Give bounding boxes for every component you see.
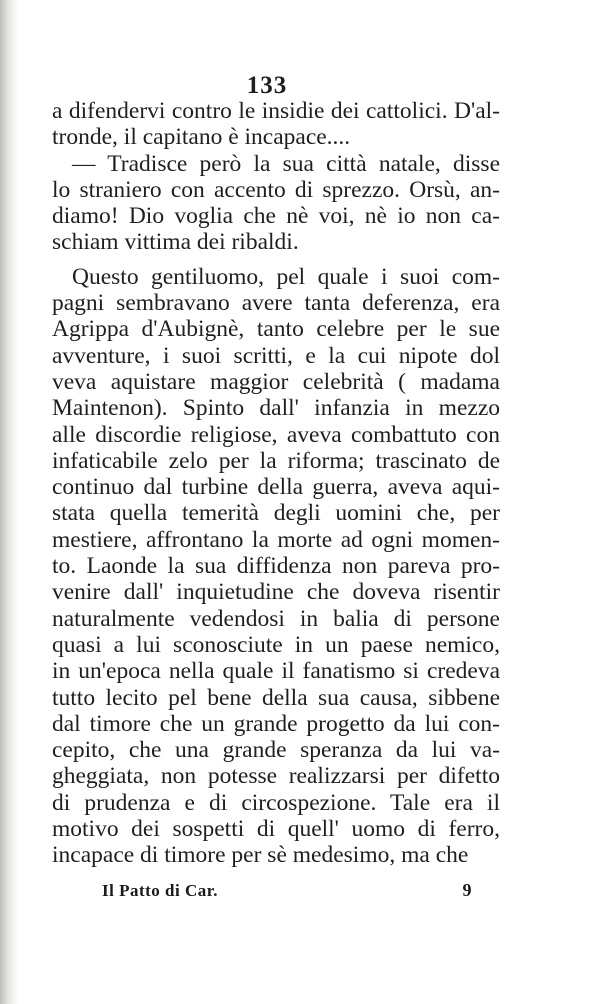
text-line: quasi a lui sconosciute in un paese nemico, [52,631,500,658]
text-line: venire dall' inquietudine che doveva risentir [52,579,500,606]
text-line: to. Laonde la sua diffidenza non pareva pro- [52,553,500,580]
text-line: incapace di timore per sè medesimo, ma che [52,842,469,869]
paragraph [52,264,500,869]
text-line: di prudenza e di circospezione. Tale era il [52,789,500,816]
body-text [52,98,500,869]
text-line: lo straniero con accento di sprezzo. Orsù, an- [52,176,500,203]
text-line: pagni sembravano avere tanta deferenza, era [52,290,500,317]
paragraph [52,98,500,151]
text-line: dal timore che un grande progetto da lui con- [52,710,500,737]
text-line: Maintenon). Spinto dall' infanzia in mezzo [52,395,500,422]
text-line: avventure, i suoi scritti, e la cui nipote dol [52,342,500,369]
text-line: mestiere, affrontano la morte ad ogni momen- [52,526,500,553]
text-line: schiam vittima dei ribaldi. [52,229,299,256]
text-line: continuo dal turbine della guerra, aveva aqui- [52,474,500,501]
text-line: veva aquistare maggior celebrità ( madama [52,368,500,395]
text-line: in un'epoca nella quale il fanatismo si credeva [52,658,500,685]
text-line: — Tradisce però la sua città natale, disse [72,150,500,177]
text-line: Agrippa d'Aubignè, tanto celebre per le sue [52,316,500,343]
text-line: tutto lecito pel bene della sua causa, sibbene [52,684,500,711]
text-line: naturalmente vedendosi in balia di persone [52,605,500,632]
page-footer [102,880,472,901]
text-line: infaticabile zelo per la riforma; trascinato de [52,447,500,474]
text-line: Questo gentiluomo, pel quale i suoi com- [72,263,500,290]
text-line: a difendervi contro le insidie dei cattolici. D'al- [52,98,500,124]
text-line: tronde, il capitano è incapace.... [52,124,351,151]
text-line: alle discordie religiose, aveva combattuto con [52,421,500,448]
page-number: 133 [246,72,288,99]
paragraph-gap [52,256,500,264]
signature-mark: 9 [462,880,472,900]
paragraph [52,151,500,256]
text-line: stata quella temerità degli uomini che, per [52,500,500,527]
text-line: diamo! Dio voglia che nè voi, nè io non ca- [52,203,500,230]
text-line: motivo dei sospetti di quell' uomo di ferro, [52,816,500,843]
text-line: cepito, che una grande speranza da lui va- [52,737,500,764]
text-line: gheggiata, non potesse realizzarsi per difetto [52,763,500,790]
binding-edge [0,0,18,1004]
footer-running-title: Il Patto di Car. [102,881,218,900]
